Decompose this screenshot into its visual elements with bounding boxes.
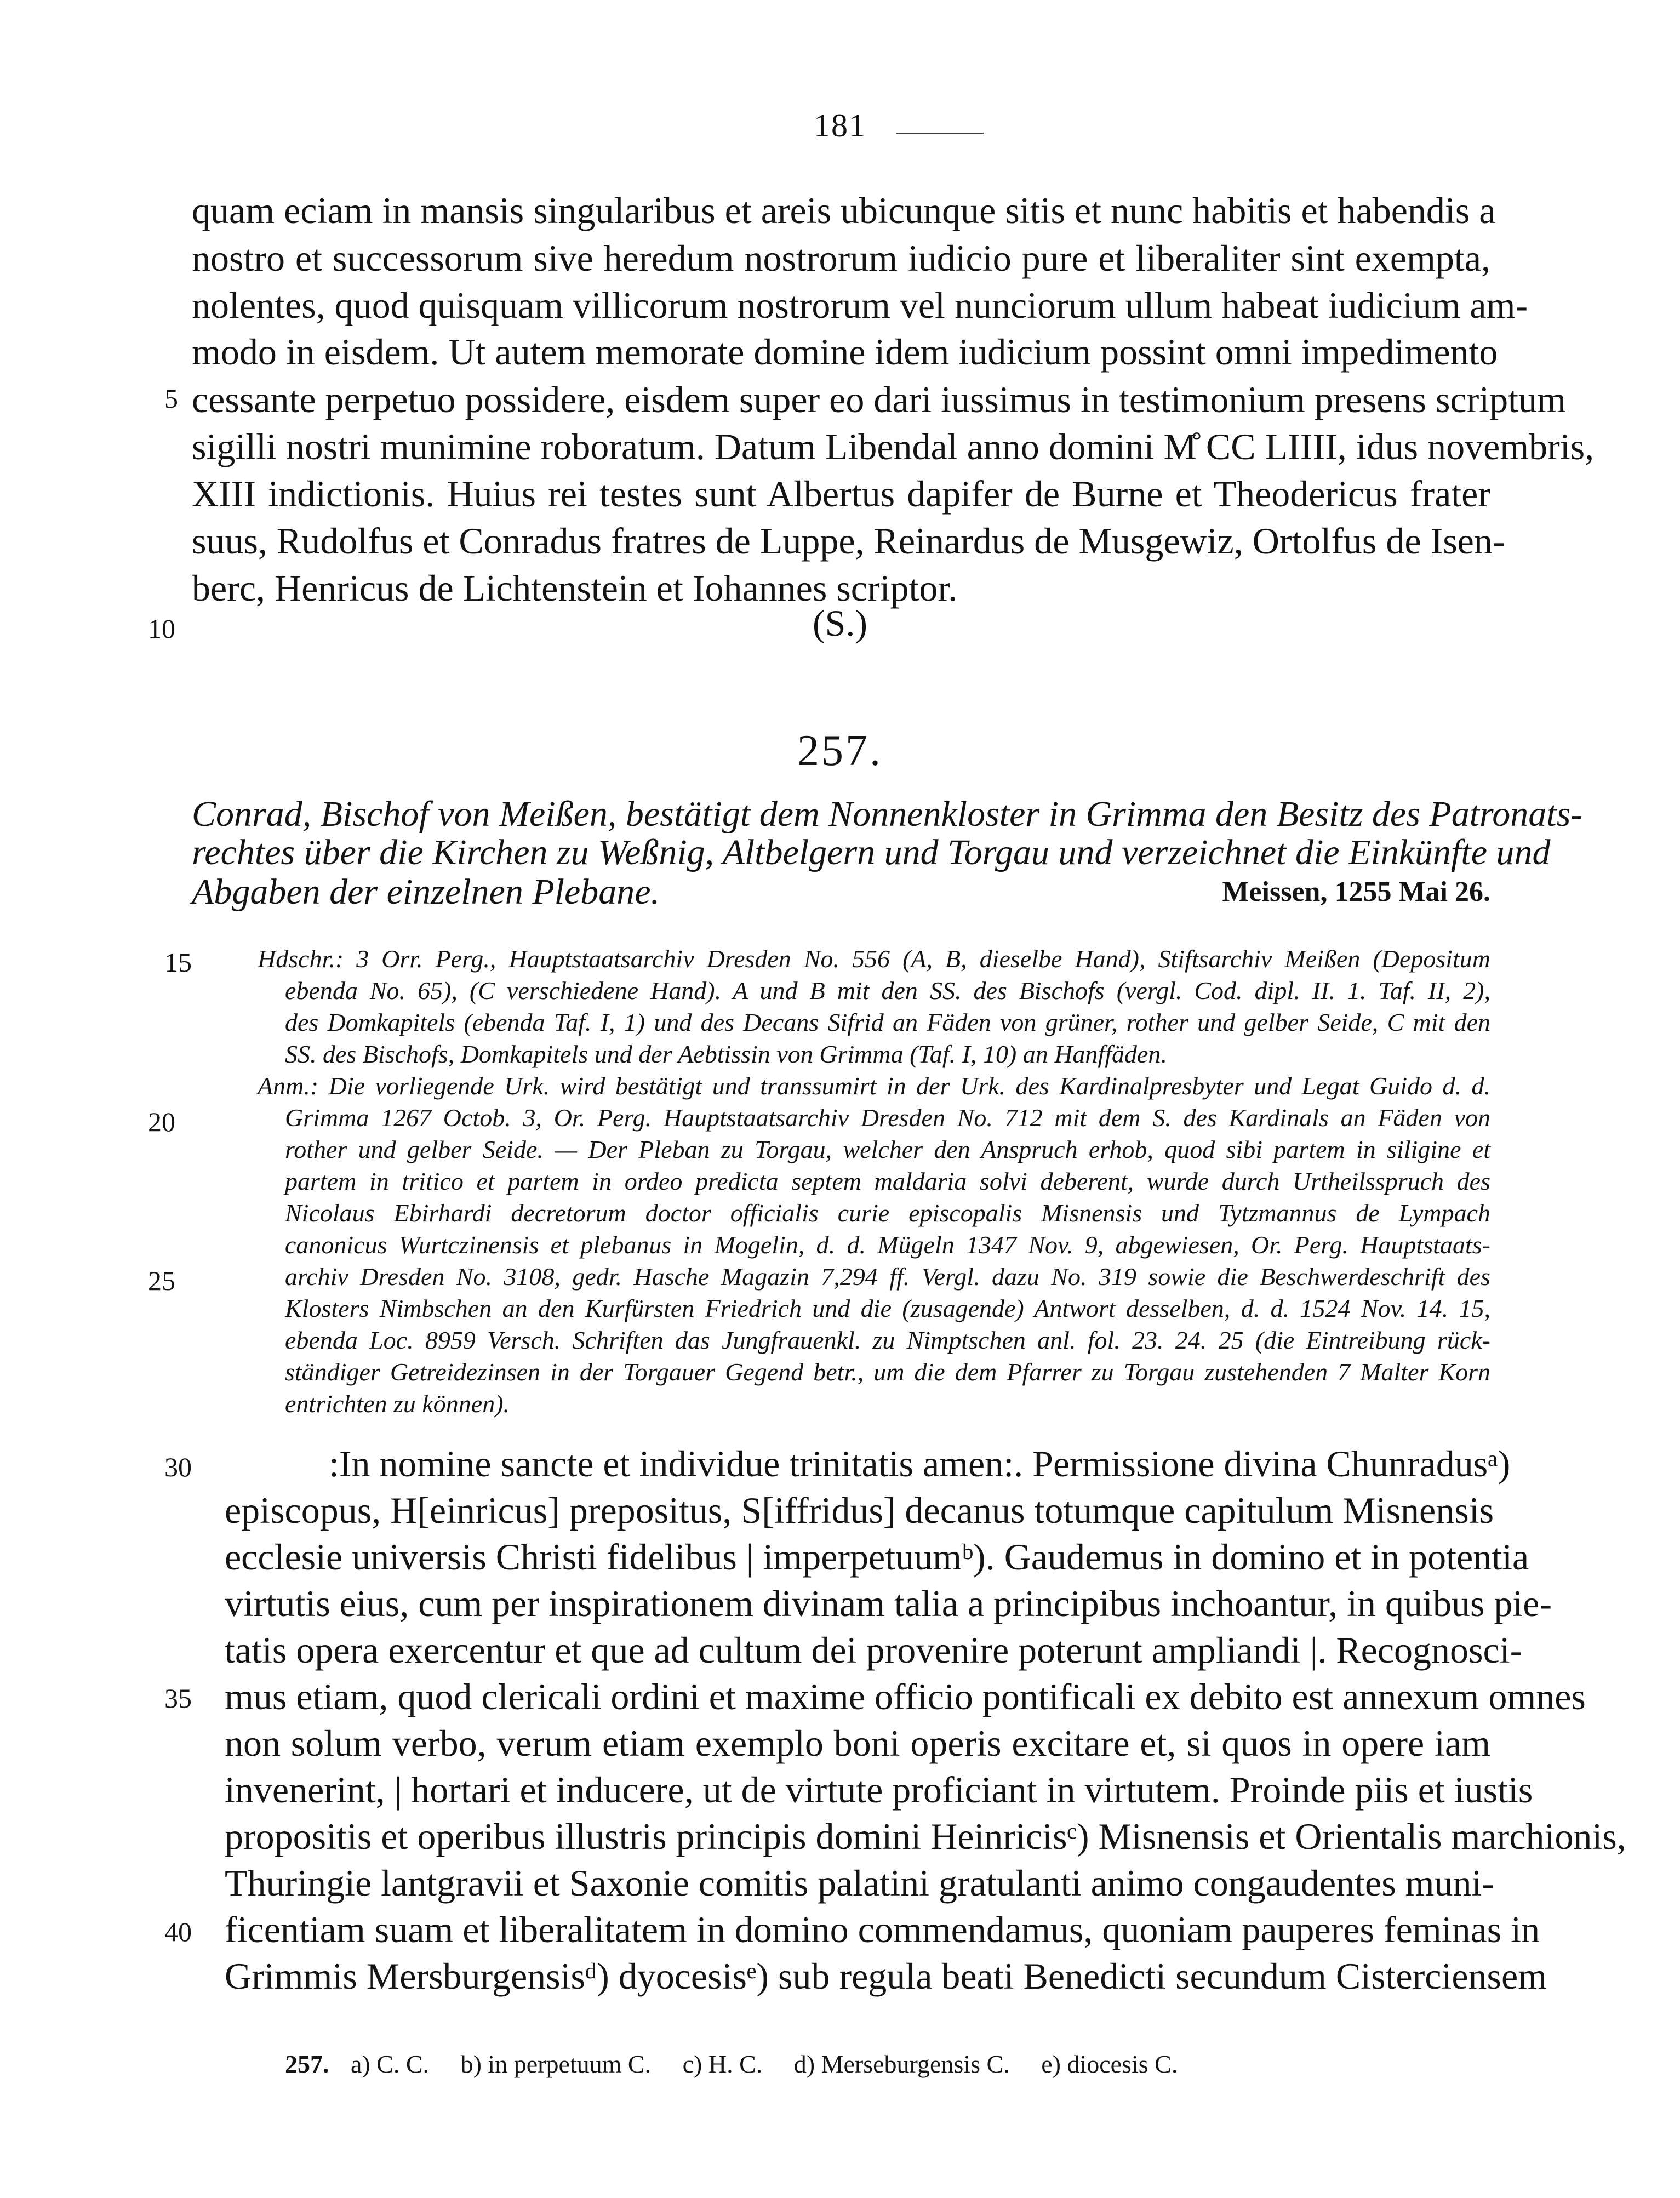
line-number-25: 25 [148, 1265, 175, 1296]
source-line: rother und gelber Seide. — Der Pleban zu Torgau, welcher den Anspruch erhob, quod sibi partem in siligine et [285, 1135, 1490, 1163]
source-line: SS. des Bischofs, Domkapitels und der Aebtissin von Grimma (Taf. I, 10) an Hanffäden. [285, 1040, 1167, 1068]
header-rule [896, 133, 984, 134]
line-number-30: 30 [164, 1452, 192, 1482]
page-number: 181 [814, 107, 866, 144]
body-line: propositis et operibus illustris principis domini Heinricisᶜ) Misnensis et Orientalis marchionis, [225, 1816, 1626, 1857]
body-line: non solum verbo, verum etiam exemplo boni operis excitare et, si quos in opere iam [225, 1722, 1490, 1764]
source-line: Grimma 1267 Octob. 3, Or. Perg. Hauptstaatsarchiv Dresden No. 712 mit dem S. des Kardinals an Fäden von [285, 1104, 1490, 1132]
body-line: :In nomine sancte et individue trinitatis amen:. Permissione divina Chunradusᵃ) [329, 1443, 1511, 1485]
source-line: canonicus Wurtczinensis et plebanus in Mogelin, d. d. Mügeln 1347 Nov. 9, abgewiesen, Or. Perg. Hauptstaats- [285, 1231, 1490, 1259]
line-number-35: 35 [164, 1683, 192, 1714]
source-line: ständiger Getreidezinsen in der Torgauer Gegend betr., um die dem Pfarrer zu Torgau zustehenden 7 Malter Korn [285, 1358, 1490, 1386]
body-line: Grimmis Mersburgensisᵈ) dyocesisᵉ) sub regula beati Benedicti secundum Cisterciensem [225, 1955, 1547, 1997]
line-number-15: 15 [164, 947, 192, 978]
seal-mark: (S.) [812, 602, 868, 644]
text-line: berc, Henricus de Lichtenstein et Iohannes scriptor. [192, 567, 958, 609]
body-line: episcopus, H[einricus] prepositus, S[iffridus] decanus totumque capitulum Misnensis [225, 1489, 1494, 1531]
text-line: suus, Rudolfus et Conradus fratres de Luppe, Reinardus de Musgewiz, Ortolfus de Isen- [192, 520, 1505, 562]
source-line: Nicolaus Ebirhardi decretorum doctor officialis curie episcopalis Misnensis und Tytzmannus de Lympach [285, 1199, 1490, 1227]
body-line: ficentiam suam et liberalitatem in domino commendamus, quoniam pauperes feminas in [225, 1909, 1540, 1950]
footnotes [285, 2049, 1203, 2079]
footnote-number: 257. [285, 2050, 329, 2078]
body-line: ecclesie universis Christi fidelibus | imperpetuumᵇ). Gaudemus in domino et in potentia [225, 1536, 1529, 1578]
footnote-item: d) Merseburgensis C. [793, 2050, 1010, 2078]
body-line: virtutis eius, cum per inspirationem divinam talia a principibus inchoantur, in quibus pie- [225, 1583, 1552, 1624]
heading-line: rechtes über die Kirchen zu Weßnig, Altbelgern und Torgau und verzeichnet die Einkünfte und [192, 832, 1551, 872]
text-line: nolentes, quod quisquam villicorum nostrorum vel nunciorum ullum habeat iudicium am- [192, 284, 1528, 326]
text-line: sigilli nostri munimine roboratum. Datum Libendal anno domini M̊ CC LIIII, idus novembris, [192, 426, 1595, 467]
line-number-10: 10 [148, 613, 175, 644]
source-line: ebenda Loc. 8959 Versch. Schriften das Jungfrauenkl. zu Nimptschen anl. fol. 23. 24. 25 (die Eintreibung rück- [285, 1326, 1490, 1354]
footnote-item: e) diocesis C. [1041, 2050, 1178, 2078]
body-line: tatis opera exercentur et que ad cultum dei provenire poterunt ampliandi |. Recognosci- [225, 1629, 1523, 1671]
source-line: entrichten zu können). [285, 1390, 510, 1418]
text-line: modo in eisdem. Ut autem memorate domine idem iudicium possint omni impedimento [192, 331, 1498, 373]
footnote-item: c) H. C. [682, 2050, 763, 2078]
source-line: Klosters Nimbschen an den Kurfürsten Friedrich und die (zusagende) Antwort desselben, d. d. 1524 Nov. 14. 15, [285, 1294, 1490, 1322]
body-line: invenerint, | hortari et inducere, ut de virtute proficiant in virtutem. Proinde piis et iustis [225, 1769, 1533, 1811]
text-line: quam eciam in mansis singularibus et areis ubicunque sitis et nunc habitis et habendis a [192, 190, 1496, 231]
line-number-40: 40 [164, 1916, 192, 1947]
source-line: archiv Dresden No. 3108, gedr. Hasche Magazin 7,294 ff. Vergl. dazu No. 319 sowie die Beschwerdeschrift des [285, 1263, 1490, 1291]
source-line: ebenda No. 65), (C verschiedene Hand). A und B mit den SS. des Bischofs (vergl. Cod. dipl. II. 1. Taf. II, 2), [285, 977, 1490, 1004]
heading-last-line [192, 871, 1490, 913]
line-number-20: 20 [148, 1106, 175, 1137]
footnote-item: a) C. C. [351, 2050, 430, 2078]
line-number-5: 5 [164, 383, 178, 414]
heading-line: Abgaben der einzelnen Plebane. [192, 872, 660, 912]
text-line: cessante perpetuo possidere, eisdem super eo dari iussimus in testimonium presens scriptum [192, 379, 1566, 420]
text-line: nostro et successorum sive heredum nostrorum iudicio pure et liberaliter sint exempta, [192, 237, 1490, 279]
heading-line: Conrad, Bischof von Meißen, bestätigt dem Nonnenkloster in Grimma den Besitz des Patronats- [192, 794, 1583, 834]
footnote-item: b) in perpetuum C. [460, 2050, 652, 2078]
source-line: Anm.: Die vorliegende Urk. wird bestätigt und transsumirt in der Urk. des Kardinalpresbyter und Legat Guido d. d. [258, 1072, 1490, 1100]
text-line: XIII indictionis. Huius rei testes sunt Albertus dapifer de Burne et Theodericus frater [192, 473, 1490, 515]
source-line: Hdschr.: 3 Orr. Perg., Hauptstaatsarchiv Dresden No. 556 (A, B, dieselbe Hand), Stiftsarchiv Meißen (Depositum [258, 945, 1490, 973]
source-line: des Domkapitels (ebenda Taf. I, 1) und des Decans Sifrid an Fäden von grüner, rother und gelber Seide, C mit den [285, 1008, 1490, 1036]
source-line: partem in tritico et partem in ordeo predicta septem maldaria solvi deberent, wurde durch Urtheilsspruch des [285, 1167, 1490, 1195]
body-line: Thuringie lantgravii et Saxonie comitis palatini gratulanti animo congaudentes muni- [225, 1862, 1495, 1904]
place-date: Meissen, 1255 Mai 26. [1222, 876, 1490, 907]
document-number: 257. [797, 727, 883, 775]
body-line: mus etiam, quod clericali ordini et maxime officio pontificali ex debito est annexum omnes [225, 1676, 1586, 1717]
